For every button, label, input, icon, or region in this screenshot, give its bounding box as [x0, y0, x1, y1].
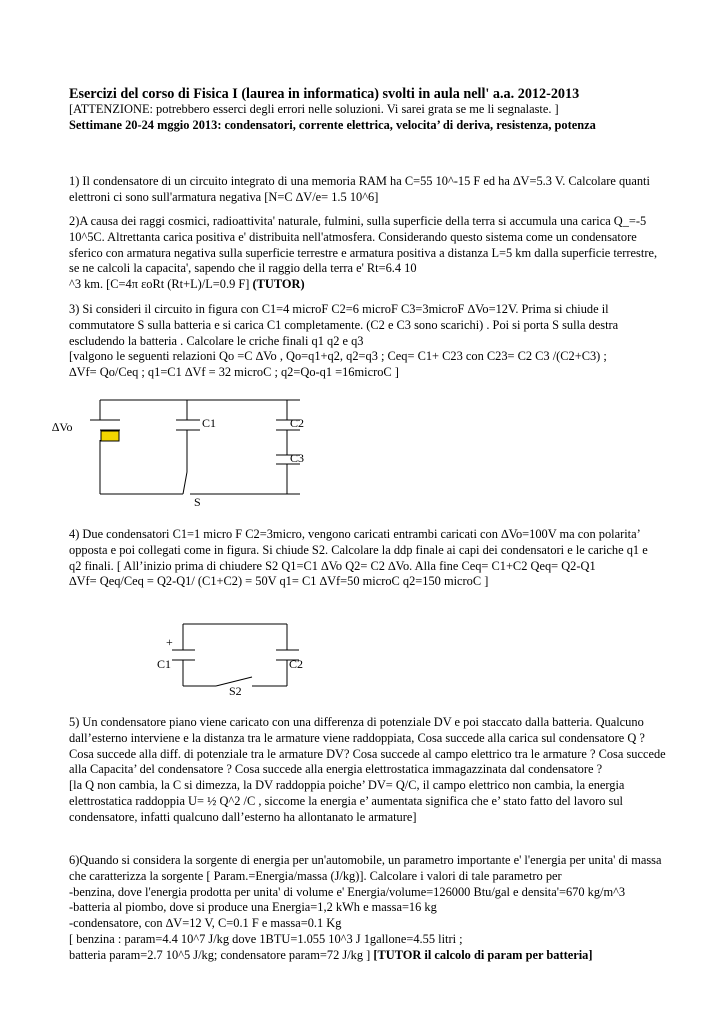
- exercise-3-line: escludendo la batteria . Calcolare le criche finali q1 q2 e q3: [69, 333, 364, 348]
- exercise-5-line: Cosa succede alla diff. di potenziale tra le armature DV? Cosa succede al campo elettrico tra le armature ? Cosa succede: [69, 746, 666, 761]
- exercise-6-line: che caratterizza la sorgente [ Param.=Energia/massa (J/kg)]. Calcolare i valori di tale parametro per: [69, 868, 562, 883]
- exercise-5-line: [la Q non cambia, la C si dimezza, la DV raddoppia poiche’ DV= Q/C, il campo elettrico non cambia, la energia: [69, 778, 625, 793]
- tutor-tag: (TUTOR): [252, 277, 305, 292]
- exercise-5-line: 5) Un condensatore piano viene caricato con una differenza di potenziale DV e poi staccato dalla batteria. Qualcuno: [69, 715, 644, 729]
- exercise-3-line: commutatore S sulla batteria e si carica C1 completamente. (C2 e C3 sono scarichi) . Poi si porta S sulla destra: [69, 317, 619, 332]
- exercise-2-line: 10^5C. Altrettanta carica positiva e' distribuita nell'atmosfera. Considerando questo sistema come un condensatore: [69, 229, 637, 244]
- exercise-3-line: ∆Vf= Qo/Ceq ; q1=C1 ∆Vf = 32 microC ; q2=Qo-q1 =16microC ]: [69, 365, 399, 380]
- errata-note: [ATTENZIONE: potrebbero esserci degli errori nelle soluzioni. Vi sarei grata se me li segnalaste. ]: [69, 102, 559, 116]
- exercise-6-line: -benzina, dove l'energia prodotta per unita' di volume e' Energia/volume=126000 Btu/gal e densita'=670 kg/m^3: [69, 884, 626, 899]
- exercise-4-line: ∆Vf= Qeq/Ceq = Q2-Q1/ (C1+C2) = 50V q1= C1 ∆Vf=50 microC q2=150 microC ]: [69, 574, 489, 589]
- document-title: Esercizi del corso di Fisica I (laurea in informatica) svolti in aula nell' a.a. 2012-2013: [69, 86, 580, 102]
- exercise-2-line: se ne calcoli la capacita', sapendo che il raggio della terra e' Rt=6.4 10: [69, 261, 417, 276]
- exercise-1-line: 1) Il condensatore di un circuito integrato di una memoria RAM ha C=55 10^-15 F ed ha ∆V=5.3 V. Calcolare quanti: [69, 174, 650, 188]
- exercise-2-line: 2)A causa dei raggi cosmici, radioattivita' naturale, fulmini, sulla superficie della terra si accumula una carica Q_=-5: [69, 214, 647, 228]
- label-c2: C2: [289, 657, 304, 671]
- exercise-5-line: dall’esterno interviene e la distanza tra le armature viene raddoppiata, Cosa succede alla carica sul condensatore Q ?: [69, 730, 645, 745]
- exercise-6-line: [ benzina : param=4.4 10^7 J/kg dove 1BTU=1.055 10^3 J 1gallone=4.55 litri ;: [69, 931, 463, 946]
- label-switch-s2: S2: [229, 684, 242, 698]
- exercise-6-line: -batteria al piombo, dove si produce una Energia=1,2 kWh e massa=16 kg: [69, 900, 437, 915]
- exercise-2-answer: ^3 km. [C=4π εoRt (Rt+L)/L=0.9 F]: [69, 277, 253, 292]
- label-c1: C1: [202, 416, 217, 430]
- exercise-3-line: [valgono le seguenti relazioni Qo =C ∆Vo , Qo=q1+q2, q2=q3 ; Ceq= C1+ C23 con C23= C2 C3 /(C2+C3) ;: [69, 349, 607, 364]
- exercise-6-line: -condensatore, con ∆V=12 V, C=0.1 F e massa=0.1 Kg: [69, 916, 342, 931]
- exercise-1-line: elettroni ci sono sull'armatura negativa [N=C ∆V/e= 1.5 10^6]: [69, 189, 379, 204]
- exercise-4-line: q2 finali. [ All’inizio prima di chiudere S2 Q1=C1 ∆Vo Q2= C2 ∆Vo. Alla fine Ceq= C1+C2 Qeq= Q2-Q1: [69, 558, 596, 573]
- label-c1: C1: [157, 657, 172, 671]
- exercise-4-line: 4) Due condensatori C1=1 micro F C2=3micro, vengono caricati entrambi caricati con ∆Vo=100V ma con polarita’: [69, 527, 641, 541]
- label-c2: C2: [290, 416, 305, 430]
- exercise-5: [69, 715, 709, 826]
- exercise-5-line: condensatore, infatti qualcuno dall’esterno ha allontanato le armature]: [69, 809, 417, 824]
- exercise-5-line: elettrostatica raddoppia U= ½ Q^2 /C , siccome la energia e’ aumentata significa che e’ stato fatto del lavoro sul: [69, 793, 624, 808]
- tutor-tag: [TUTOR il calcolo di param per batteria]: [373, 947, 593, 962]
- exercise-6-answer: batteria param=2.7 10^5 J/kg; condensatore param=72 J/kg ]: [69, 947, 374, 962]
- exercise-6-line: 6)Quando si considera la sorgente di energia per un'automobile, un parametro importante e' l'energia per unita' di massa: [69, 853, 662, 867]
- label-plus: +: [166, 635, 173, 649]
- exercise-3-line: 3) Si consideri il circuito in figura con C1=4 microF C2=6 microF C3=3microF ∆Vo=12V. Prima si chiude il: [69, 302, 609, 316]
- label-dvo: ∆Vo: [52, 420, 73, 434]
- exercise-5-line: alla Capacita’ del condensatore ? Cosa succede alla energia elettrostatica immagazzinata dal condensatore ?: [69, 762, 603, 777]
- exercise-6-line: [69, 948, 709, 964]
- exercise-6: [69, 853, 709, 964]
- label-switch-s: S: [194, 495, 201, 509]
- exercise-2-line: sferico con armatura negativa sulla superficie terrestre e armatura positiva a distanza L=5 km dalla superficie terrestre,: [69, 245, 658, 260]
- weeks-heading: Settimane 20-24 mggio 2013: condensatori, corrente elettrica, velocita’ di deriva, resistenza, potenza: [69, 118, 596, 132]
- label-c3: C3: [290, 451, 305, 465]
- exercise-4-line: opposta e poi collegati come in figura. Si chiude S2. Calcolare la ddp finale ai capi dei condensatori e le cariche q1 e: [69, 542, 648, 557]
